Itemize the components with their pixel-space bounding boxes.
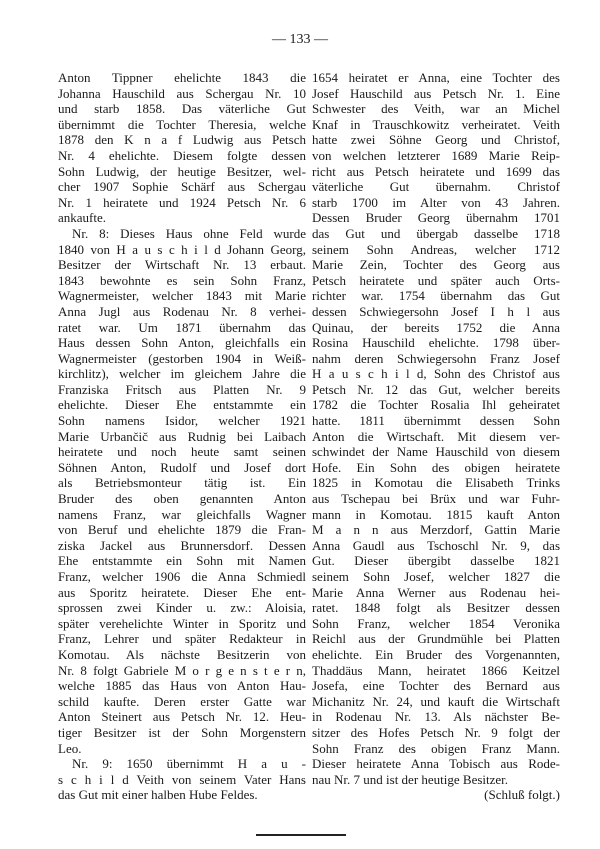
text-line: Sohn Franz des obigen Franz Mann. <box>312 740 560 756</box>
text-line: Wagnermeister, welcher 1843 mit Marie <box>58 288 306 304</box>
text-line: namens Franz, war gleichfalls Wagner <box>58 506 306 522</box>
text-line: Dieser heiratete Anna Tobisch aus Rode- <box>312 756 560 772</box>
text-line: Marie Urbančič aus Rudnig bei Laibach <box>58 428 306 444</box>
text-line: Josef Hauschild aus Petsch Nr. 1. Eine <box>312 85 560 101</box>
text-line: Komotau. Als nächste Besitzerin von <box>58 646 306 662</box>
text-line: hatte zwei Söhne Georg und Christof, <box>312 132 560 148</box>
text-line: Schwester des Veith, war an Michel <box>312 101 560 117</box>
text-line: sprossen zwei Kinder u. zw.: Aloisia, <box>58 600 306 616</box>
text-line: Söhnen Anton, Rudolf und Josef dort <box>58 459 306 475</box>
text-line: Wagnermeister (gestorben 1904 in Weiß- <box>58 350 306 366</box>
text-line: cher 1907 Sophie Schärf aus Schergau <box>58 179 306 195</box>
right-column <box>312 70 560 803</box>
text-line: hatte. 1811 übernimmt dessen Sohn <box>312 413 560 429</box>
text-line: Petsch heiratete und später auch Orts- <box>312 272 560 288</box>
text-line: väterliche Gut übernahm. Christof <box>312 179 560 195</box>
left-column <box>58 70 306 803</box>
text-line: richter war. 1754 übernahm das Gut <box>312 288 560 304</box>
text-line: seinem Sohn Andreas, welcher 1712 <box>312 241 560 257</box>
text-line: nahm deren Schwiegersohn Franz Josef <box>312 350 560 366</box>
text-line: ziska Jackel aus Brunnersdorf. Dessen <box>58 537 306 553</box>
text-line: schwindet der Name Hauschild von diesem <box>312 444 560 460</box>
text-line: 1840 von H a u s c h i l d Johann Georg, <box>58 241 306 257</box>
text-line: dessen Schwiegersohn Josef I h l aus <box>312 303 560 319</box>
text-line: Haus dessen Sohn Anton, gleichfalls ein <box>58 335 306 351</box>
text-line: aus Sporitz heiratete. Dieser Ehe ent- <box>58 584 306 600</box>
text-line: in Rodenau Nr. 13. Als nächster Be- <box>312 709 560 725</box>
text-line: Nr. 1 heiratete und 1924 Petsch Nr. 6 <box>58 194 306 210</box>
text-line: das Gut und übergab dasselbe 1718 <box>312 225 560 241</box>
text-line: Leo. <box>58 740 82 756</box>
text-line: Franz, Lehrer und später Redakteur in <box>58 631 306 647</box>
text-line: Nr. 8: Dieses Haus ohne Feld wurde <box>72 225 306 241</box>
text-line: Ehe entstammte ein Sohn mit Namen <box>58 553 306 569</box>
text-line: später verehelichte Winter in Sporitz und <box>58 615 306 631</box>
text-line: ankaufte. <box>58 210 107 226</box>
text-line: übernimmt die Tochter Theresia, welche <box>58 116 306 132</box>
text-line: Michanitz Nr. 24, und kauft die Wirtschaft <box>312 693 560 709</box>
text-line: nau Nr. 7 und ist der heutige Besitzer. <box>312 771 509 787</box>
text-line: 1878 den K n a f Ludwig aus Petsch <box>58 132 306 148</box>
text-line: als Betriebsmonteur tätig ist. Ein <box>58 475 306 491</box>
text-line: Anton Tippner ehelichte 1843 die <box>58 70 306 85</box>
text-line: Marie Anna Werner aus Rodenau hei- <box>312 584 560 600</box>
text-line: Dessen Bruder Georg übernahm 1701 <box>312 210 560 226</box>
text-line: Josefa, eine Tochter des Bernard aus <box>312 678 560 694</box>
footer-rule <box>256 834 346 836</box>
text-line: Anton die Wirtschaft. Mit diesem ver- <box>312 428 560 444</box>
text-line: sitzer des Hofes Petsch Nr. 9 folgt der <box>312 724 560 740</box>
text-line: Franziska Fritsch aus Platten Nr. 9 <box>58 381 306 397</box>
text-line: Sohn Ludwig, der heutige Besitzer, wel- <box>58 163 306 179</box>
text-line: Gut. Dieser übergibt dasselbe 1821 <box>312 553 560 569</box>
text-line: Rosina Hauschild ehelichte. 1798 über- <box>312 335 560 351</box>
text-line: M a n n aus Merzdorf, Gattin Marie <box>312 522 560 538</box>
text-line: Quinau, der bereits 1752 die Anna <box>312 319 560 335</box>
text-line: Johanna Hauschild aus Schergau Nr. 10 <box>58 85 306 101</box>
text-line: und starb 1858. Das väterliche Gut <box>58 101 306 117</box>
text-line: heiratete und noch heute samt seinen <box>58 444 306 460</box>
text-line: Petsch Nr. 12 das Gut, welcher bereits <box>312 381 560 397</box>
text-line: Nr. 8 folgt Gabriele M o r g e n s t e r n, <box>58 662 306 678</box>
text-line: aus Tschepau bei Brüx und war Fuhr- <box>312 491 560 507</box>
text-line: Nr. 9: 1650 übernimmt H a u - <box>72 756 306 772</box>
text-line: Knaf in Trauschkowitz verheiratet. Veith <box>312 116 560 132</box>
text-line: Anna Gaudl aus Tschoschl Nr. 9, das <box>312 537 560 553</box>
text-line: Thaddäus Mann, heiratet 1866 Keitzel <box>312 662 560 678</box>
text-line: Besitzer der Wirtschaft Nr. 13 erbaut. <box>58 257 306 273</box>
text-line: Reichl aus der Grundmühle bei Platten <box>312 631 560 647</box>
text-line: kirchlitz), welcher im gleichem Jahre die <box>58 366 306 382</box>
text-line: welche 1885 das Haus von Anton Hau- <box>58 678 306 694</box>
text-line: ehelichte. Ein Bruder des Vorgenannten, <box>312 646 560 662</box>
text-line: Hofe. Ein Sohn des obigen heiratete <box>312 459 560 475</box>
text-line: 1825 in Komotau die Elisabeth Trinks <box>312 475 560 491</box>
text-line: 1843 bewohnte es sein Sohn Franz, <box>58 272 306 288</box>
text-line: ratet war. Um 1871 übernahm das <box>58 319 306 335</box>
text-line: mann in Komotau. 1815 kauft Anton <box>312 506 560 522</box>
text-line: ehelichte. Dieser Ehe entstammte ein <box>58 397 306 413</box>
text-line: Nr. 4 ehelichte. Diesem folgte dessen <box>58 147 306 163</box>
text-line: 1782 die Tochter Rosalia Ihl geheiratet <box>312 397 560 413</box>
text-line: richt aus Petsch heiratete und 1699 das <box>312 163 560 179</box>
text-line: ratet. 1848 folgt als Besitzer dessen <box>312 600 560 616</box>
text-line: Franz, welcher 1906 die Anna Schmiedl <box>58 569 306 584</box>
text-line: s c h i l d Veith von seinem Vater Hans <box>58 771 306 787</box>
text-line: Sohn namens Isidor, welcher 1921 <box>58 413 306 429</box>
text-line: von welchen letzterer 1689 Marie Reip- <box>312 147 560 163</box>
text-line: Anton Steinert aus Petsch Nr. 12. Heu- <box>58 709 306 725</box>
text-line: Anna Jugl aus Rodenau Nr. 8 verhei- <box>58 303 306 319</box>
text-line: schild kaufte. Deren erster Gatte war <box>58 693 306 709</box>
text-line: tiger Besitzer ist der Sohn Morgenstern <box>58 724 306 740</box>
text-line: H a u s c h i l d, Sohn des Christof aus <box>312 366 560 382</box>
text-line: das Gut mit einer halben Hube Feldes. <box>58 787 258 803</box>
text-line: von Beruf und ehelichte 1879 die Fran- <box>58 522 306 538</box>
text-line: (Schluß folgt.) <box>484 787 560 803</box>
text-line: starb 1700 im Alter von 43 Jahren. <box>312 194 560 210</box>
text-line: Bruder des oben genannten Anton <box>58 491 306 507</box>
page-number: — 133 — <box>272 32 328 47</box>
text-line: Marie Zein, Tochter des Georg aus <box>312 257 560 273</box>
text-line: seinem Sohn Josef, welcher 1827 die <box>312 569 560 584</box>
text-line: Sohn Franz, welcher 1854 Veronika <box>312 615 560 631</box>
text-line: 1654 heiratet er Anna, eine Tochter des <box>312 70 560 85</box>
